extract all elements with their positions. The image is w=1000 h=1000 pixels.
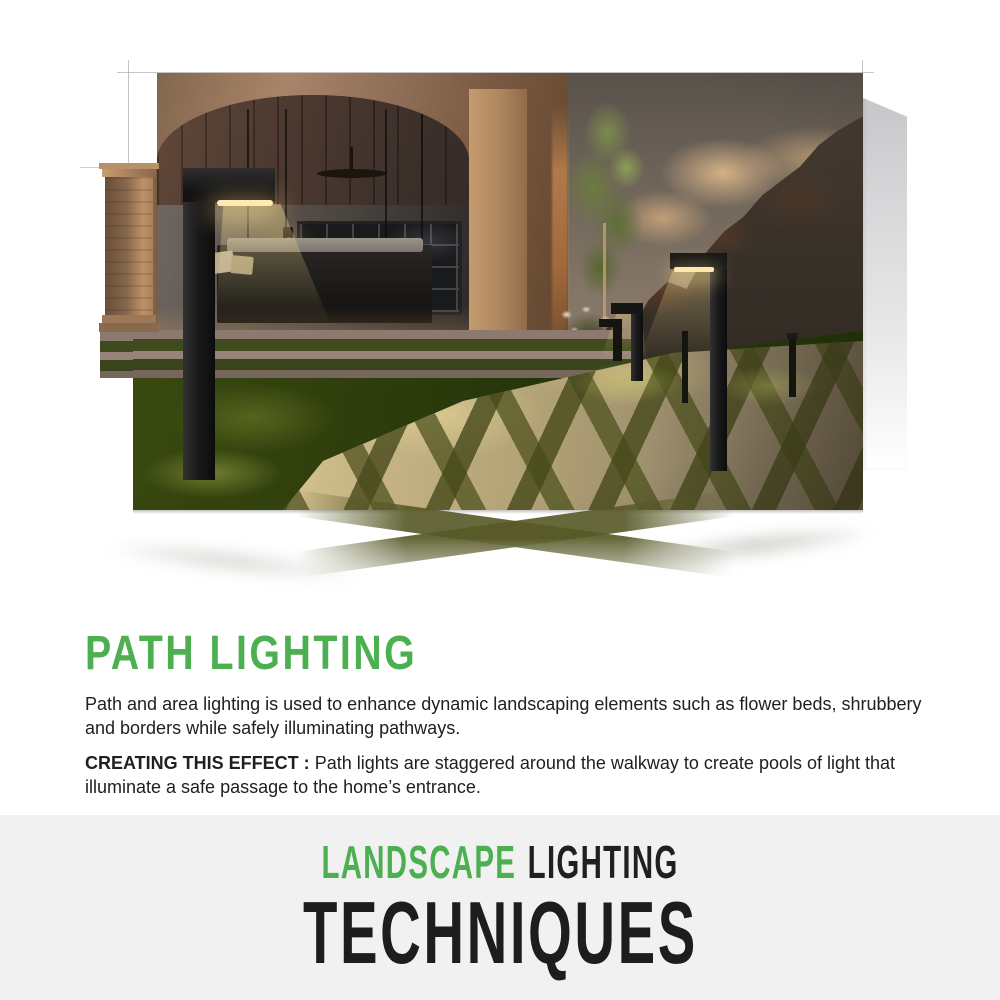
- section-effect-paragraph: [85, 751, 947, 799]
- porch-pillar-base: [99, 323, 159, 332]
- porch-pillar: [105, 177, 153, 315]
- vignette-overlay: [133, 73, 863, 510]
- crop-mark-top-left: [128, 60, 129, 163]
- frame-shadow: [133, 510, 863, 514]
- footer-brand-landscape: LANDSCAPE: [321, 836, 517, 888]
- effect-label: CREATING THIS EFFECT :: [85, 753, 310, 773]
- walkway-spill-fade: [60, 538, 960, 613]
- path-lighting-section: [85, 627, 947, 810]
- hedge-steps-stub: [100, 332, 133, 378]
- frame-white-corner: [133, 73, 157, 165]
- footer-title: TECHNIQUES: [302, 883, 698, 982]
- footer-brand-lighting: LIGHTING: [527, 836, 679, 888]
- section-paragraph: Path and area lighting is used to enhance dynamic landscaping elements such as flower beds, shrubbery and borders while safely illuminating pathways.: [85, 694, 922, 738]
- porch-pillar-base: [102, 315, 156, 323]
- hero-render: [133, 73, 863, 510]
- footer-banner: [0, 815, 1000, 1000]
- porch-pillar-capital: [102, 169, 156, 177]
- footer-brand-line: [321, 836, 679, 888]
- effect-text: Path lights are staggered around the walkway to create pools of light that illuminate a safe passage to the home’s entrance.: [85, 753, 896, 797]
- section-title: PATH LIGHTING: [85, 627, 418, 680]
- page-depth-edge: [863, 98, 907, 470]
